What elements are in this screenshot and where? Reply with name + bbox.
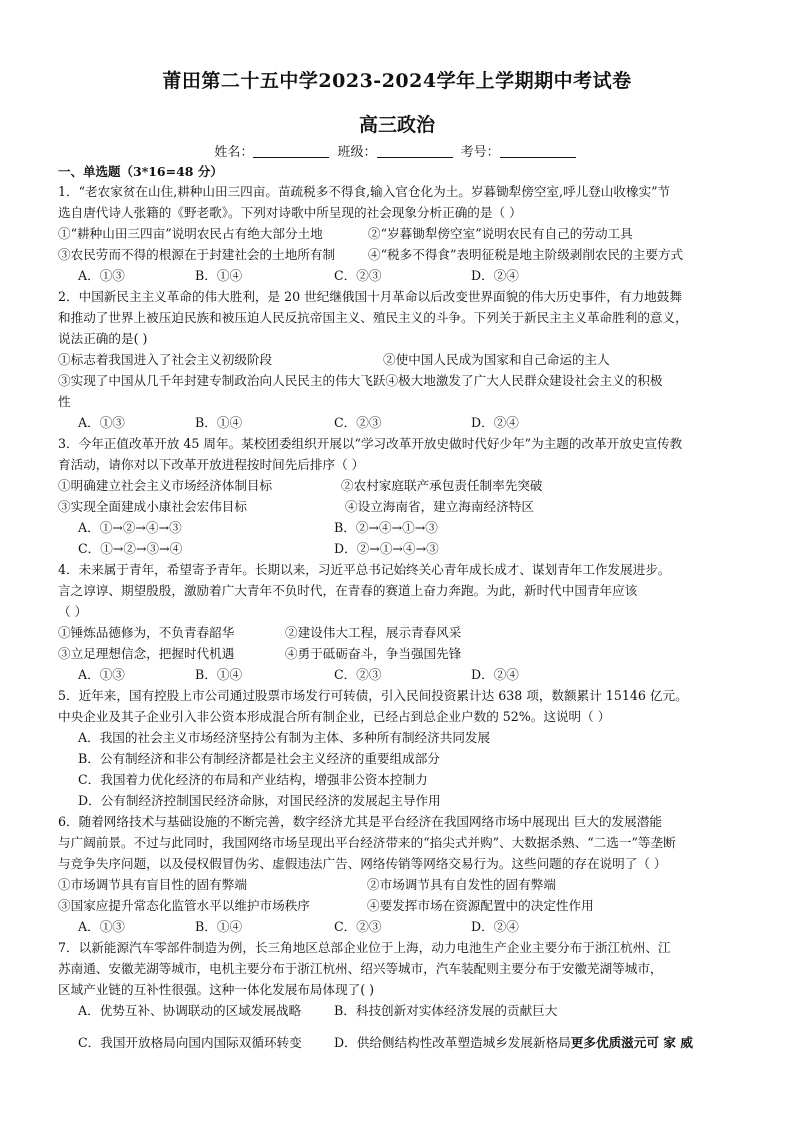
q1-option-b[interactable]: B．①④ (195, 268, 243, 283)
q4-statement-1: ①锤炼品德修为，不负青春韶华 (58, 625, 235, 640)
q2-statement-3-4: ③实现了中国从几千年封建专制政治向人民民主的伟大飞跃④极大地激发了广大人民群众建设社会主义的积极 (58, 373, 663, 388)
class-label: 班级： (337, 145, 377, 160)
q4-statement-2: ②建设伟大工程，展示青春风采 (285, 625, 462, 640)
q1-statement-3: ③农民劳而不得的根源在于封建社会的土地所有制 (58, 247, 336, 262)
exam-title: 莆田第二十五中学2023-2024学年上学期期中考试卷 (162, 70, 632, 92)
class-blank[interactable] (377, 144, 453, 158)
name-blank[interactable] (253, 144, 329, 158)
section-heading: 一、单选题（3*16=48 分） (58, 164, 223, 179)
q7-stem-line-1: 7．以新能源汽车零部件制造为例，长三角地区总部企业位于上海，动力电池生产企业主要分布于浙江杭州、江 (58, 940, 671, 955)
q2-stem-line-3: 说法正确的是( ) (58, 331, 148, 346)
q7-stem-line-3: 区域产业链的互补性很强。这种一体化发展布局体现了( ) (58, 982, 375, 997)
q1-option-a[interactable]: A．①③ (78, 268, 125, 283)
q3-stem-line-2: 育活动，请你对以下改革开放进程按时间先后排序（ ） (58, 457, 365, 472)
q5-option-b[interactable]: B．公有制经济和非公有制经济都是社会主义经济的重要组成部分 (78, 751, 440, 766)
q4-option-c[interactable]: C．②③ (334, 667, 382, 682)
q6-option-b[interactable]: B．①④ (195, 919, 243, 934)
q4-stem-line-1: 4．未来属于青年，希望寄予青年。长期以来，习近平总书记始终关心青年成长成才、谋划青年工作发展进步。 (58, 562, 671, 577)
q4-option-b[interactable]: B．①④ (195, 667, 243, 682)
q4-stem-line-3: （ ） (58, 604, 88, 619)
q2-option-b[interactable]: B．①④ (195, 415, 243, 430)
q3-option-a[interactable]: A．①→②→④→③ (78, 520, 182, 535)
q6-stem-line-2: 与广阔前景。不过与此同时，我国网络市场呈现出平台经济带来的“掐尖式并购”、大数据杀熟、“二选一”等垄断 (58, 835, 676, 850)
q7-option-c[interactable]: C．我国开放格局向国内国际双循环转变 (78, 1035, 302, 1050)
q1-stem-line-1: 1．“老农家贫在山住,耕种山田三四亩。苗疏税多不得食,输入官仓化为土。岁暮锄犁傍空室,呼儿登山收橡实”节 (58, 184, 671, 199)
q4-statement-4: ④勇于砥砺奋斗，争当强国先锋 (285, 646, 462, 661)
q2-option-c[interactable]: C．②③ (334, 415, 382, 430)
exam-no-label: 考号： (460, 145, 500, 160)
q6-stem-line-1: 6．随着网络技术与基础设施的不断完善，数字经济尤其是平台经济在我国网络市场中展现出 巨大的发展潜能 (58, 814, 662, 829)
q4-statement-3: ③立足理想信念，把握时代机遇 (58, 646, 235, 661)
q6-option-c[interactable]: C．②③ (334, 919, 382, 934)
q2-stem-line-1: 2．中国新民主主义革命的伟大胜利，是 20 世纪继俄国十月革命以后改变世界面貌的伟大历史事件，有力地鼓舞 (58, 289, 682, 304)
q3-statement-3: ③实现全面建成小康社会宏伟目标 (58, 499, 247, 514)
q1-statement-2: ②“岁暮锄犁傍空室”说明农民有自己的劳动工具 (368, 226, 633, 241)
q1-option-d[interactable]: D．②④ (471, 268, 519, 283)
q3-stem-line-1: 3．今年正值改革开放 45 周年。某校团委组织开展以“学习改革开放史做时代好少年”为主题的改革开放史宣传教 (58, 436, 683, 451)
q5-stem-line-1: 5．近年来，国有控股上市公司通过股票市场发行可转债，引入民间投资累计达 638 项，数额累计 15146 亿元。 (58, 688, 688, 703)
q5-stem-line-2: 中央企业及其子企业引入非公资本形成混合所有制企业，已经占到总企业户数的 52%。这说明（ ） (58, 709, 611, 724)
q1-statement-1: ①“耕种山田三四亩”说明农民占有绝大部分土地 (58, 226, 323, 241)
q6-statement-3: ③国家应提升常态化监管水平以维护市场秩序 (58, 898, 310, 913)
q5-option-c[interactable]: C．我国着力优化经济的布局和产业结构，增强非公资本控制力 (78, 772, 428, 787)
exam-no-blank[interactable] (500, 144, 576, 158)
q1-stem-line-2: 选自唐代诗人张籍的《野老歌》。下列对诗歌中所呈现的社会现象分析正确的是（ ） (58, 205, 522, 220)
q2-option-a[interactable]: A．①③ (78, 415, 125, 430)
q3-option-c[interactable]: C．①→②→③→④ (78, 541, 183, 556)
q6-statement-4: ④要发挥市场在资源配置中的决定性作用 (367, 898, 594, 913)
q6-stem-line-3: 与竞争失序问题，以及侵权假冒伪劣、虚假违法广告、网络传销等网络交易行为。这些问题的存在说明了（ ） (58, 856, 667, 871)
q3-option-b[interactable]: B．②→④→①→③ (334, 520, 438, 535)
watermark-text: 更多优质滋元可 家 威 (570, 1035, 693, 1050)
q7-stem-line-2: 苏南通、安徽芜湖等城市，电机主要分布于浙江杭州、绍兴等城市，汽车装配则主要分布于安徽芜湖等城市， (58, 961, 663, 976)
q1-option-c[interactable]: C．②③ (334, 268, 382, 283)
q6-statement-1: ①市场调节具有盲目性的固有弊端 (58, 877, 247, 892)
q1-statement-4: ④“税多不得食”表明征税是地主阶级剥削农民的主要方式 (368, 247, 684, 262)
q5-option-a[interactable]: A．我国的社会主义市场经济坚持公有制为主体、多种所有制经济共同发展 (78, 730, 491, 745)
q3-statement-4: ④设立海南省，建立海南经济特区 (345, 499, 534, 514)
q4-option-d[interactable]: D．②④ (471, 667, 519, 682)
q7-option-b[interactable]: B．科技创新对实体经济发展的贡献巨大 (334, 1003, 558, 1018)
q2-stem-line-2: 和推动了世界上被压迫民族和被压迫人民反抗帝国主义、殖民主义的斗争。下列关于新民主主义革命胜利的意义， (58, 310, 688, 325)
q6-option-a[interactable]: A．①③ (78, 919, 125, 934)
q3-statement-1: ①明确建立社会主义市场经济体制目标 (58, 478, 273, 493)
q7-option-d-text: D．供给侧结构性改革塑造城乡发展新格局 (334, 1035, 571, 1050)
q4-stem-line-2: 言之谆谆、期望殷殷，激励着广大青年不负时代，在青春的赛道上奋力奔跑。为此，新时代中国青年应该 (58, 583, 638, 598)
q6-option-d[interactable]: D．②④ (471, 919, 519, 934)
q2-statement-2: ②使中国人民成为国家和自己命运的主人 (383, 352, 610, 367)
q6-statement-2: ②市场调节具有自发性的固有弊端 (367, 877, 556, 892)
q3-option-d[interactable]: D．②→①→④→③ (334, 541, 439, 556)
q2-statement-1: ①标志着我国进入了社会主义初级阶段 (58, 352, 273, 367)
q4-option-a[interactable]: A．①③ (78, 667, 125, 682)
q7-option-a[interactable]: A．优势互补、协调联动的区域发展战略 (78, 1003, 302, 1018)
exam-subject: 高三政治 (358, 114, 435, 136)
q5-option-d[interactable]: D．公有制经济控制国民经济命脉，对国民经济的发展起主导作用 (78, 793, 441, 808)
q2-statement-continued: 性 (58, 394, 71, 409)
q7-option-d[interactable] (334, 1035, 693, 1051)
student-info-row (0, 141, 794, 160)
q3-statement-2: ②农村家庭联产承包责任制率先突破 (341, 478, 543, 493)
q2-option-d[interactable]: D．②④ (471, 415, 519, 430)
name-label: 姓名： (214, 145, 254, 160)
